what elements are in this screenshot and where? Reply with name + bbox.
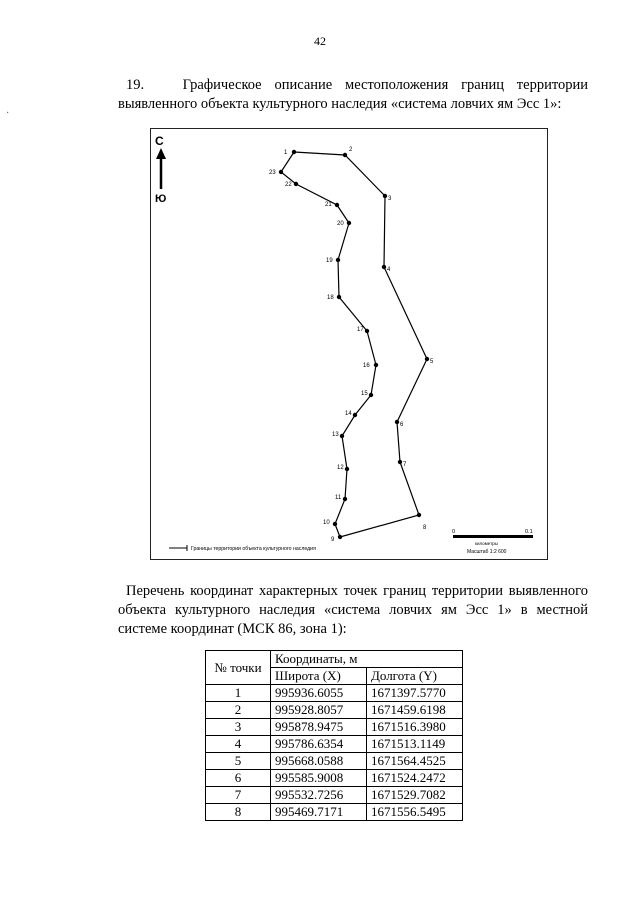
point-y: 1671513.1149 xyxy=(367,736,463,753)
boundary-point-label: 10 xyxy=(323,520,330,526)
boundary-point-marker xyxy=(338,535,342,539)
boundary-point-marker xyxy=(333,522,337,526)
boundary-point-label: 17 xyxy=(357,327,364,333)
territory-boundary xyxy=(281,152,427,537)
boundary-point-label: 11 xyxy=(335,495,342,501)
table-row xyxy=(206,702,463,719)
boundary-point-label: 21 xyxy=(325,202,332,208)
point-x: 995585.9008 xyxy=(271,770,367,787)
south-label: Ю xyxy=(155,193,167,205)
boundary-point-marker xyxy=(395,420,399,424)
boundary-point-label: 23 xyxy=(269,170,276,176)
boundary-point-marker xyxy=(343,497,347,501)
table-header-row xyxy=(206,651,463,668)
boundary-point-label: 15 xyxy=(361,391,368,397)
boundary-point-label: 16 xyxy=(363,363,370,369)
point-y: 1671556.5495 xyxy=(367,804,463,821)
boundary-point-marker xyxy=(292,150,296,154)
intro-paragraph xyxy=(118,582,588,639)
section-heading xyxy=(118,76,588,114)
point-y: 1671459.6198 xyxy=(367,702,463,719)
boundary-point-label: 18 xyxy=(327,295,334,301)
table-row xyxy=(206,804,463,821)
point-number: 7 xyxy=(206,787,271,804)
boundary-point-marker xyxy=(336,258,340,262)
boundary-point-marker xyxy=(353,413,357,417)
boundary-point-label: 3 xyxy=(388,196,392,202)
point-y: 1671564.4525 xyxy=(367,753,463,770)
col-x-header: Широта (X) xyxy=(271,668,367,685)
map-legend xyxy=(169,545,316,552)
boundary-point-marker xyxy=(398,460,402,464)
point-number: 5 xyxy=(206,753,271,770)
point-x: 995878.9475 xyxy=(271,719,367,736)
point-number: 6 xyxy=(206,770,271,787)
table-row xyxy=(206,753,463,770)
scale-text: Масштаб 1:2 600 xyxy=(467,549,507,555)
boundary-map-svg xyxy=(151,129,549,561)
north-label: С xyxy=(155,134,164,148)
point-x: 995936.6055 xyxy=(271,685,367,702)
scale-max: 0.1 xyxy=(525,529,533,535)
point-x: 995469.7171 xyxy=(271,804,367,821)
page-number: 42 xyxy=(314,34,326,48)
boundary-point-marker xyxy=(337,295,341,299)
boundary-point-marker xyxy=(425,357,429,361)
table-row xyxy=(206,719,463,736)
boundary-point-marker xyxy=(383,194,387,198)
boundary-point-marker xyxy=(417,513,421,517)
boundary-point-marker xyxy=(369,393,373,397)
boundary-point-label: 9 xyxy=(331,537,335,543)
point-y: 1671529.7082 xyxy=(367,787,463,804)
boundary-point-label: 4 xyxy=(387,267,391,273)
boundary-point-marker xyxy=(340,434,344,438)
boundary-point-label: 5 xyxy=(430,359,434,365)
point-x: 995928.8057 xyxy=(271,702,367,719)
point-x: 995786.6354 xyxy=(271,736,367,753)
point-y: 1671524.2472 xyxy=(367,770,463,787)
boundary-point-label: 7 xyxy=(403,462,407,468)
boundary-point-label: 20 xyxy=(337,221,344,227)
boundary-point-marker xyxy=(279,170,283,174)
coordinates-table xyxy=(205,650,463,821)
table-row xyxy=(206,787,463,804)
north-arrow-icon xyxy=(155,134,166,205)
boundary-point-label: 6 xyxy=(400,422,404,428)
point-number: 4 xyxy=(206,736,271,753)
boundary-map xyxy=(150,128,548,560)
boundary-point-label: 8 xyxy=(423,525,427,531)
point-y: 1671516.3980 xyxy=(367,719,463,736)
legend-label: Границы территории объекта культурного наследия xyxy=(191,546,316,552)
boundary-point-marker xyxy=(294,182,298,186)
boundary-point-label: 22 xyxy=(285,182,292,188)
point-x: 995668.0588 xyxy=(271,753,367,770)
boundary-point-label: 13 xyxy=(332,432,339,438)
table-row xyxy=(206,736,463,753)
col-point-header: № точки xyxy=(206,651,271,685)
table-row xyxy=(206,770,463,787)
scale-zero: 0 xyxy=(452,529,456,535)
boundary-point-marker xyxy=(345,467,349,471)
boundary-point-marker xyxy=(374,363,378,367)
boundary-point-marker xyxy=(343,153,347,157)
intro-text: Перечень координат характерных точек границ территории выявленного объекта культурного наследия «система ловчих ям Эсс 1» в местной системе координат (МСК 86, зона 1): xyxy=(118,583,588,637)
boundary-point-label: 12 xyxy=(337,465,344,471)
scale-bar xyxy=(452,529,533,555)
scale-units: километры xyxy=(475,541,498,546)
scan-artifact: · xyxy=(6,108,10,119)
col-coords-header: Координаты, м xyxy=(271,651,463,668)
boundary-point-marker xyxy=(365,329,369,333)
point-number: 2 xyxy=(206,702,271,719)
boundary-point-label: 19 xyxy=(326,258,333,264)
boundary-point-label: 1 xyxy=(284,150,288,156)
point-number: 3 xyxy=(206,719,271,736)
boundary-point-marker xyxy=(347,221,351,225)
boundary-point-marker xyxy=(382,265,386,269)
boundary-point-label: 14 xyxy=(345,411,352,417)
point-y: 1671397.5770 xyxy=(367,685,463,702)
point-number: 8 xyxy=(206,804,271,821)
col-y-header: Долгота (Y) xyxy=(367,668,463,685)
boundary-point-label: 2 xyxy=(349,147,353,153)
section-number: 19. xyxy=(126,77,145,93)
point-number: 1 xyxy=(206,685,271,702)
point-x: 995532.7256 xyxy=(271,787,367,804)
boundary-point-marker xyxy=(335,203,339,207)
section-heading-text: Графическое описание местоположения границ территории выявленного объекта культурного наследия «система ловчих ям Эсс 1»: xyxy=(118,77,589,112)
table-row xyxy=(206,685,463,702)
